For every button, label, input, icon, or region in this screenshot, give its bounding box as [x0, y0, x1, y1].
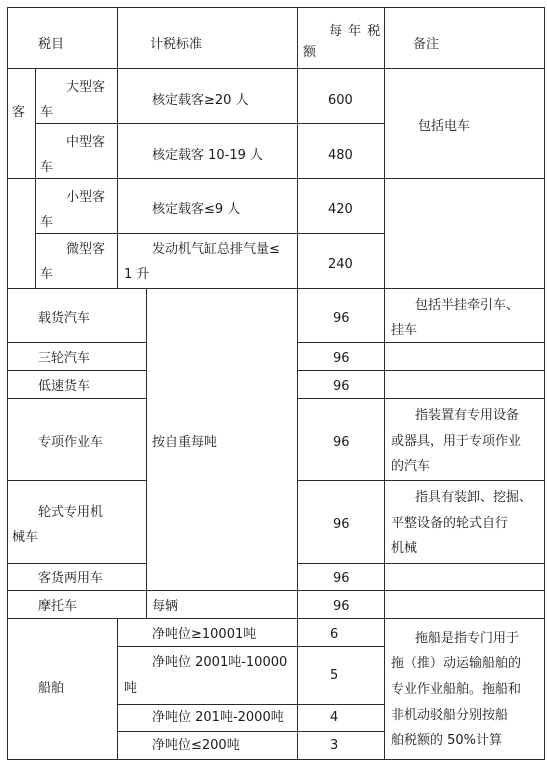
- medium-bus-name: 中型客: [66, 135, 106, 150]
- rule: [544, 7, 545, 760]
- rule: [297, 342, 545, 343]
- ship-tier-tax: 6: [330, 627, 339, 642]
- header-remarks: 备注: [413, 37, 440, 52]
- rule: [7, 7, 545, 8]
- rule: [35, 123, 384, 124]
- wheeled-machinery-remark: 机械: [391, 541, 418, 556]
- header-tax-standard: 计税标准: [150, 37, 203, 52]
- ship-tier-tax: 4: [330, 710, 339, 725]
- rule: [117, 618, 118, 760]
- tricycle-name: 三轮汽车: [38, 351, 91, 366]
- header-tax-item: 税目: [38, 37, 65, 52]
- rule: [7, 759, 545, 760]
- rule: [7, 288, 545, 289]
- header-annual-tax: 每 年 税: [329, 24, 382, 39]
- rule: [297, 480, 545, 481]
- wheeled-machinery-remark: 指具有装卸、挖掘、: [415, 490, 533, 505]
- special-vehicle-tax: 96: [333, 435, 350, 450]
- ship-tier-standard: 净吨位≥10001吨: [152, 627, 257, 642]
- ships-remark: 拖（推）动运输船舶的: [391, 656, 522, 671]
- header-annual-tax: 额: [303, 45, 317, 60]
- special-vehicle-remark: 指装置有专用设备: [415, 408, 520, 423]
- passenger-group-label: 客: [12, 105, 26, 120]
- ships-name: 船舶: [38, 681, 65, 696]
- rule: [297, 7, 298, 760]
- ship-tier-standard: 净吨位 201吨-2000吨: [152, 710, 284, 725]
- wheeled-machinery-tax: 96: [333, 517, 350, 532]
- ship-tier-tax: 5: [330, 668, 339, 683]
- ship-tier-tax: 3: [330, 738, 339, 753]
- truck-remark: 挂车: [391, 323, 418, 338]
- ship-tier-standard: 净吨位 2001吨-10000: [152, 655, 288, 670]
- rule: [7, 480, 146, 481]
- motorcycle-tax: 96: [333, 599, 350, 614]
- special-vehicle-remark: 或器具，用于专项作业: [391, 434, 522, 449]
- mini-bus-name: 微型客: [66, 242, 106, 257]
- ship-tier-standard: 吨: [124, 681, 138, 696]
- rule: [117, 7, 118, 288]
- rule: [35, 68, 36, 288]
- rule: [7, 563, 146, 564]
- special-vehicle-name: 专项作业车: [38, 435, 104, 450]
- rule: [35, 233, 384, 234]
- truck-remark: 包括半挂牵引车、: [415, 298, 520, 313]
- dual-use-vehicle-name: 客货两用车: [38, 571, 104, 586]
- ships-remark: 专业作业船舶。拖船和: [391, 682, 522, 697]
- special-vehicle-remark: 的汽车: [391, 459, 431, 474]
- wheeled-machinery-remark: 平整设备的轮式自行: [391, 516, 509, 531]
- small-bus-name: 小型客: [66, 190, 106, 205]
- truck-tax: 96: [333, 311, 350, 326]
- large-bus-name: 车: [40, 105, 54, 120]
- ship-tier-standard: 净吨位≤200吨: [152, 738, 240, 753]
- wheeled-machinery-name: 械车: [12, 530, 39, 545]
- large-bus-tax: 600: [328, 93, 353, 108]
- ships-remark: 非机动驳船分别按船: [391, 708, 509, 723]
- rule: [7, 178, 545, 179]
- truck-name: 载货汽车: [38, 311, 91, 326]
- large-bus-name: 大型客: [66, 80, 106, 95]
- mini-bus-tax: 240: [328, 257, 353, 272]
- rule: [297, 563, 545, 564]
- low-speed-truck-name: 低速货车: [38, 379, 91, 394]
- weight-tax-standard: 按自重每吨: [152, 435, 218, 450]
- motorcycle-standard: 每辆: [152, 599, 179, 614]
- small-bus-standard: 核定载客≤9 人: [152, 202, 241, 217]
- mini-bus-name: 车: [40, 267, 54, 282]
- rule: [146, 288, 147, 618]
- large-bus-standard: 核定载客≥20 人: [152, 93, 249, 108]
- tricycle-tax: 96: [333, 351, 350, 366]
- mini-bus-standard: 发动机气缸总排气量≤: [152, 242, 280, 257]
- small-bus-tax: 420: [328, 202, 353, 217]
- ships-remark: 舶税额的 50%计算: [391, 733, 503, 748]
- rule: [7, 342, 146, 343]
- rule: [7, 7, 8, 760]
- dual-use-vehicle-tax: 96: [333, 571, 350, 586]
- bus-remark: 包括电车: [418, 119, 471, 134]
- low-speed-truck-tax: 96: [333, 379, 350, 394]
- rule: [117, 731, 384, 732]
- medium-bus-standard: 核定载客 10-19 人: [152, 148, 264, 163]
- rule: [7, 68, 545, 69]
- small-bus-name: 车: [40, 215, 54, 230]
- wheeled-machinery-name: 轮式专用机: [38, 505, 104, 520]
- mini-bus-standard: 1 升: [124, 267, 150, 282]
- rule: [384, 7, 385, 760]
- medium-bus-tax: 480: [328, 148, 353, 163]
- ships-remark: 拖船是指专门用于: [415, 631, 520, 646]
- motorcycle-name: 摩托车: [38, 599, 78, 614]
- medium-bus-name: 车: [40, 160, 54, 175]
- rule: [7, 618, 545, 619]
